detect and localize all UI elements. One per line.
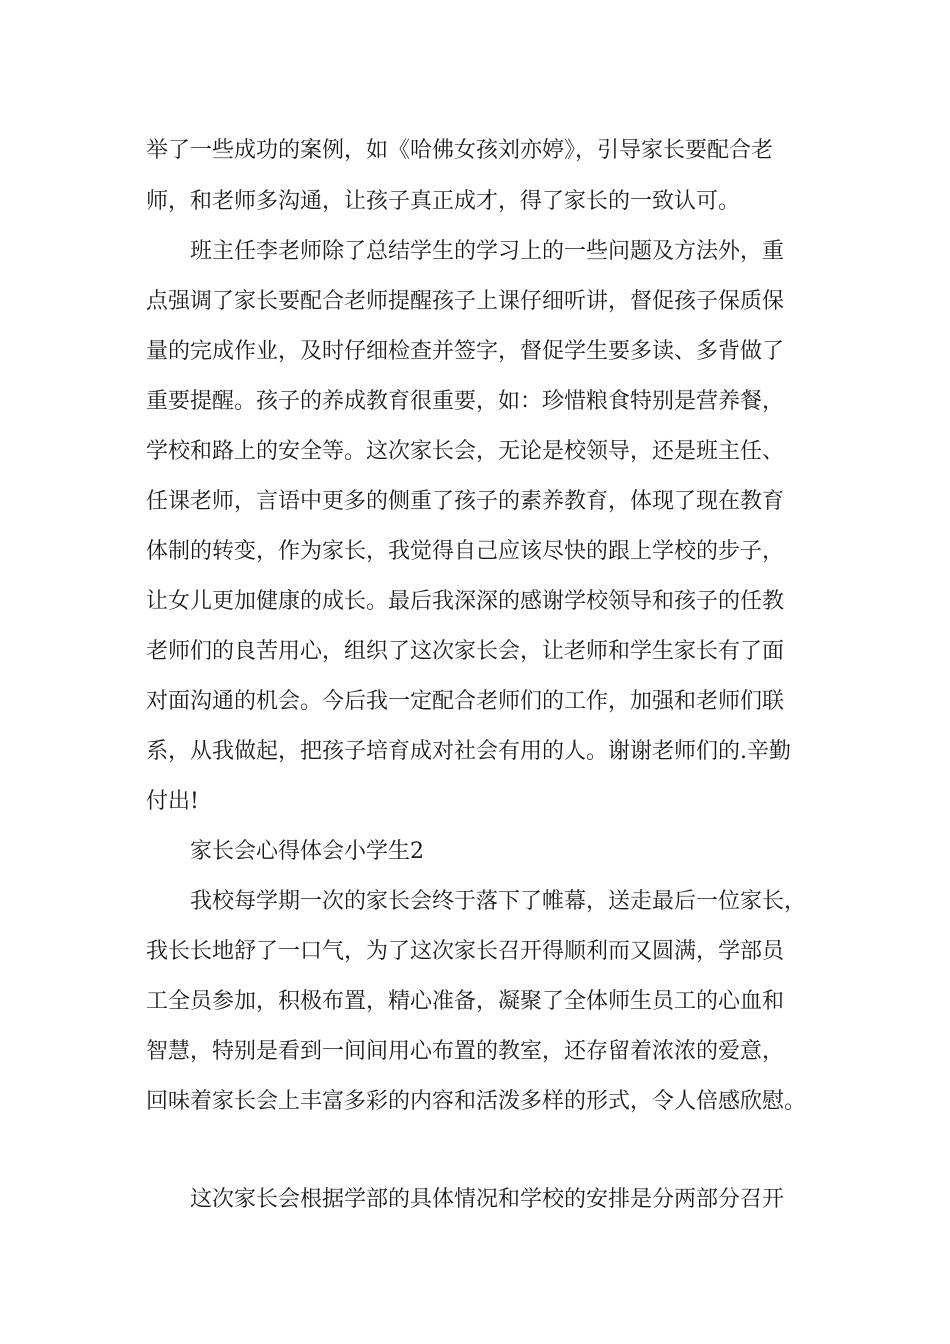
text-line: 对面沟通的机会。今后我一定配合老师们的工作，加强和老师们联 [146,689,785,714]
text-line: 举了一些成功的案例，如《哈佛女孩刘亦婷》，引导家长要配合老 [146,138,774,163]
paragraph-first-line: 班主任李老师除了总结学生的学习上的一些问题及方法外，重 [190,239,785,264]
text-line: 付出! [146,789,199,814]
text-line: 智慧，特别是看到一间间用心布置的教室，还存留着浓浓的爱意， [146,1039,785,1064]
text-line: 系，从我做起，把孩子培育成对社会有用的人。谢谢老师们的.辛勤 [146,739,791,764]
text-line: 点强调了家长要配合老师提醒孩子上课仔细听讲，督促孩子保质保 [146,289,785,314]
text-line: 师，和老师多沟通，让孩子真正成才，得了家长的一致认可。 [146,189,741,214]
text-line: 量的完成作业，及时仔细检查并签字，督促学生要多读、多背做了 [146,339,785,364]
paragraph-first-line: 我校每学期一次的家长会终于落下了帷幕，送走最后一位家长， [190,889,807,914]
text-line: 任课老师，言语中更多的侧重了孩子的素养教育，体现了现在教育 [146,489,785,514]
text-line: 老师们的良苦用心，组织了这次家长会，让老师和学生家长有了面 [146,639,785,664]
text-line: 工全员参加，积极布置，精心准备，凝聚了全体师生员工的心血和 [146,989,785,1014]
text-line: 让女儿更加健康的成长。最后我深深的感谢学校领导和孩子的任教 [146,589,785,614]
paragraph-first-line: 这次家长会根据学部的具体情况和学校的安排是分两部分召开 [190,1187,785,1212]
text-line: 学校和路上的安全等。这次家长会，无论是校领导，还是班主任、 [146,439,785,464]
text-line: 我长长地舒了一口气，为了这次家长召开得顺利而又圆满，学部员 [146,939,785,964]
text-line: 体制的转变，作为家长，我觉得自己应该尽快的跟上学校的步子， [146,539,785,564]
section-heading: 家长会心得体会小学生2 [190,839,424,864]
text-line: 回味着家长会上丰富多彩的内容和活泼多样的形式，令人倍感欣慰。 [146,1089,807,1114]
text-line: 重要提醒。孩子的养成教育很重要，如：珍惜粮食特别是营养餐， [146,389,785,414]
